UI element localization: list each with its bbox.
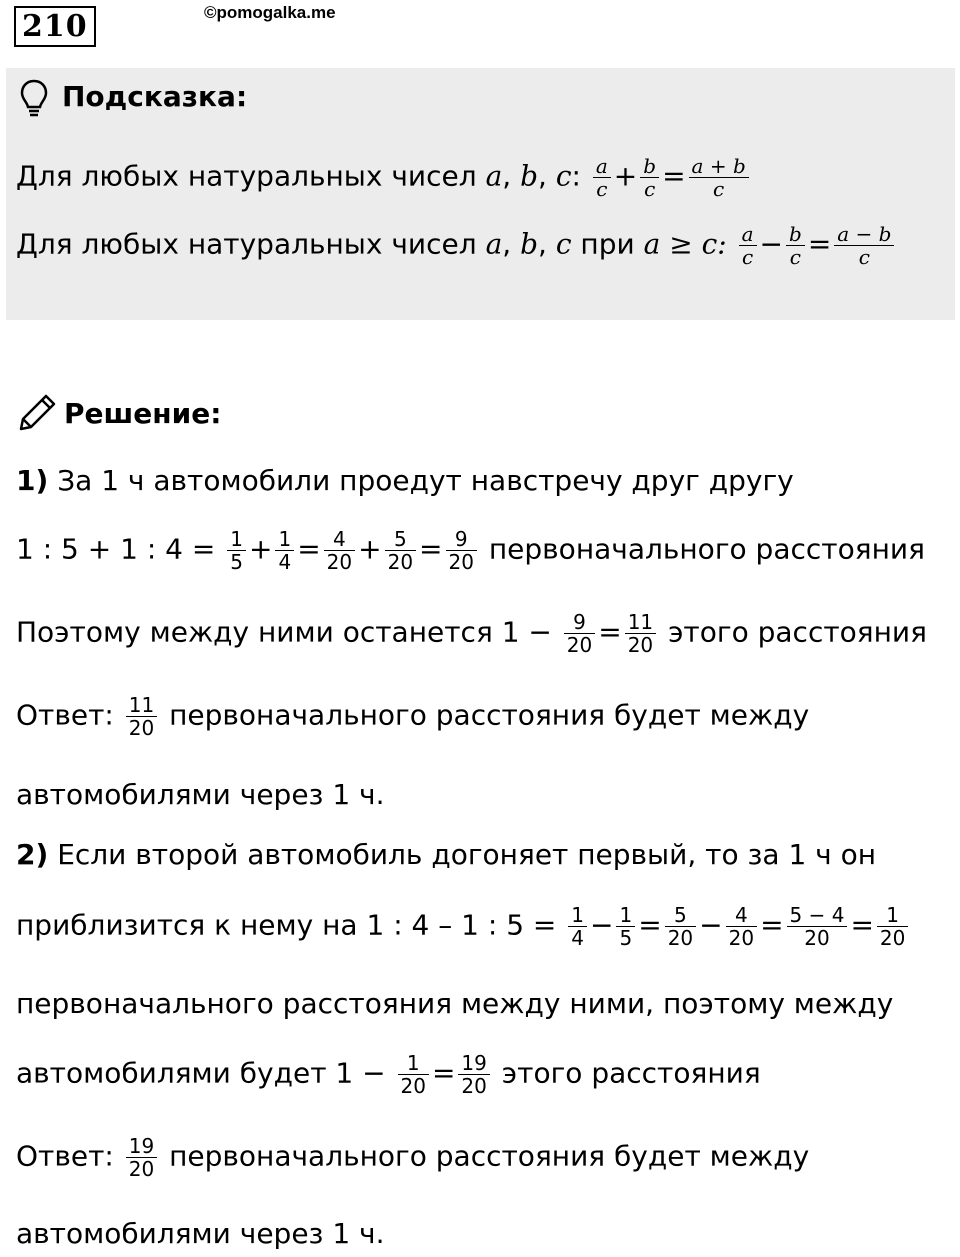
part1-rest: Поэтому между ними останется 1 − $\frac{9}{20}$ = $\frac{11}{20}$ этого расстояния bbox=[16, 610, 927, 657]
answer-2: Ответ: $\frac{19}{20}$ первоначального расстояния будет между bbox=[16, 1134, 810, 1181]
fraction: $\frac{5}{20}$ bbox=[385, 528, 416, 573]
hint-fraction: $\frac{a - b}{c}$ bbox=[834, 223, 894, 268]
hint-line-1: Для любых натуральных чисел a, b, c: $\frac{a}{c}$ + $\frac{b}{c}$ = $\frac{a + b}{c}$ bbox=[16, 155, 752, 200]
hint-line-2: Для любых натуральных чисел a, b, c при a ≥ c: $\frac{a}{c}$ − $\frac{b}{c}$ = $\frac{a - b}{c}$ bbox=[16, 223, 897, 268]
part1-intro: 1) За 1 ч автомобили проедут навстречу друг другу bbox=[16, 464, 794, 497]
answer-1: Ответ: $\frac{11}{20}$ первоначального расстояния будет между bbox=[16, 693, 810, 740]
fraction: $\frac{19}{20}$ bbox=[126, 1135, 157, 1180]
site-watermark: ©pomogalka.me bbox=[204, 3, 336, 22]
answer-1-line2: автомобилями через 1 ч. bbox=[16, 778, 385, 811]
task-number: 210 bbox=[14, 6, 96, 47]
part2-line3: первоначального расстояния между ними, поэтому между bbox=[16, 987, 894, 1020]
fraction: $\frac{9}{20}$ bbox=[446, 528, 477, 573]
part1-calc: 1 : 5 + 1 : 4 = $\frac{1}{5}$ + $\frac{1}{4}$ = $\frac{4}{20}$ + $\frac{5}{20}$ = $\frac{9}{20}$ первоначального расстояния bbox=[16, 527, 925, 574]
hint-fraction: $\frac{a + b}{c}$ bbox=[689, 155, 749, 200]
fraction: $\frac{1}{5}$ bbox=[227, 528, 246, 573]
fraction: $\frac{1}{5}$ bbox=[616, 904, 635, 949]
fraction: $\frac{19}{20}$ bbox=[458, 1052, 489, 1097]
fraction: $\frac{1}{20}$ bbox=[877, 904, 908, 949]
fraction: $\frac{9}{20}$ bbox=[564, 611, 595, 656]
fraction: $\frac{11}{20}$ bbox=[126, 694, 157, 739]
fraction: $\frac{4}{20}$ bbox=[324, 528, 355, 573]
pencil-icon bbox=[18, 392, 58, 432]
fraction: $\frac{4}{20}$ bbox=[726, 904, 757, 949]
fraction: $\frac{1}{20}$ bbox=[398, 1052, 429, 1097]
fraction: $\frac{5}{20}$ bbox=[665, 904, 696, 949]
fraction: $\frac{1}{4}$ bbox=[568, 904, 587, 949]
fraction: $\frac{5 - 4}{20}$ bbox=[787, 904, 848, 949]
lightbulb-icon bbox=[18, 78, 50, 118]
fraction: $\frac{11}{20}$ bbox=[625, 611, 656, 656]
fraction: $\frac{1}{4}$ bbox=[275, 528, 294, 573]
part2-rest: автомобилями будет 1 − $\frac{1}{20}$ = $\frac{19}{20}$ этого расстояния bbox=[16, 1051, 761, 1098]
hint-fraction: $\frac{a}{c}$ bbox=[739, 223, 757, 268]
hint-fraction: $\frac{a}{c}$ bbox=[593, 155, 611, 200]
part2-calc: приблизится к нему на 1 : 4 – 1 : 5 = $\frac{1}{4}$ − $\frac{1}{5}$ = $\frac{5}{20}$ − $\frac{4}{20}$ = $\frac{5 - 4}{20}$ = $\frac{1}{20}$ bbox=[16, 904, 911, 949]
answer-2-line2: автомобилями через 1 ч. bbox=[16, 1217, 385, 1250]
solution-title: Решение: bbox=[64, 397, 222, 430]
hint-fraction: $\frac{b}{c}$ bbox=[786, 223, 805, 268]
part2-intro: 2) Если второй автомобиль догоняет первый, то за 1 ч он bbox=[16, 838, 877, 871]
hint-title: Подсказка: bbox=[62, 80, 248, 113]
hint-fraction: $\frac{b}{c}$ bbox=[640, 155, 659, 200]
hint-box bbox=[6, 68, 955, 320]
